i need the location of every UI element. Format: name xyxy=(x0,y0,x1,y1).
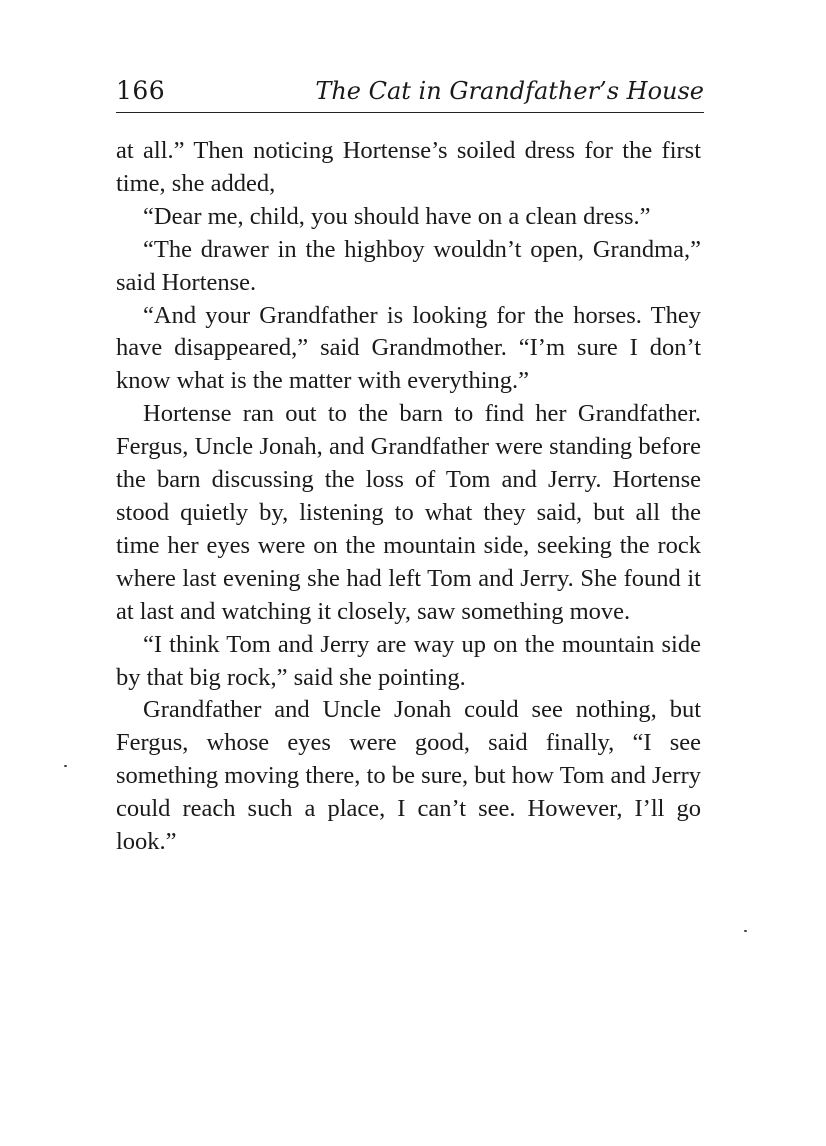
scan-speck xyxy=(64,765,67,767)
paragraph-3: “The drawer in the highboy wouldn’t open, Grandma,” said Hortense. xyxy=(116,235,701,296)
paragraph-6: “I think Tom and Jerry are way up on the mountain side by that big rock,” said she pointing. xyxy=(116,630,701,691)
scan-speck xyxy=(744,930,747,932)
page-number: 166 xyxy=(116,76,166,105)
paragraph-4: “And your Grandfather is looking for the horses. They have disappeared,” said Grandmother. “I’m sure I don’t know what is the matter with everything.” xyxy=(116,301,701,395)
paragraph-7: Grandfather and Uncle Jonah could see nothing, but Fergus, whose eyes were good, said finally, “I see something moving there, to be sure, but how Tom and Jerry could reach such a place, I can’t see. However, I’ll go look.” xyxy=(116,696,701,856)
running-title: The Cat in Grandfather’s House xyxy=(315,77,704,105)
paragraph-1: at all.” Then noticing Hortense’s soiled dress for the first time, she added, xyxy=(116,137,701,197)
paragraph-5: Hortense ran out to the barn to find her Grandfather. Fergus, Uncle Jonah, and Grandfather were standing before the barn discussing the loss of Tom and Jerry. Hortense stood quietly by, listening to what they said, but all the time her eyes were on the mountain side, seeking the rock where last evening she had left Tom and Jerry. She found it at last and watching it closely, saw something move. xyxy=(116,400,701,625)
running-head xyxy=(116,74,704,114)
body-text xyxy=(116,135,701,859)
header-rule xyxy=(116,112,704,113)
paragraph-2: “Dear me, child, you should have on a clean dress.” xyxy=(143,202,651,230)
